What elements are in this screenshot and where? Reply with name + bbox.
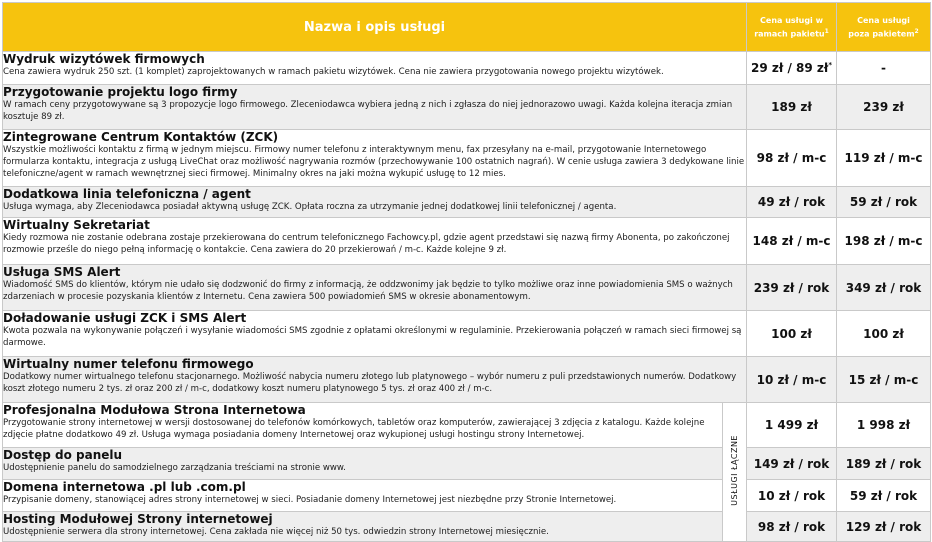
table-row [3,357,931,403]
price-in-package: 100 zł [747,311,837,357]
price-in-package: 10 zł / rok [747,480,837,512]
price-outside-package: 189 zł / rok [837,448,931,480]
table-row [3,218,931,265]
price-footnote-mark: * [828,61,833,69]
table-row [3,403,931,448]
service-description: Udostępnienie panelu do samodzielnego zarządzania treściami na stronie www. [3,463,346,473]
service-description: Wszystkie możliwości kontaktu z firmą w jednym miejscu. Firmowy numer telefonu z interaktywnym menu, fax przesyłany na e-mail, przygotowanie Internetowego formularza kontaktu, integracja z usługą LiveChat oraz możliwość nagrywania rozmów (przechowywanie 100 ostatnich nagrań). W cenie usługa zawiera 3 dedykowane linie telefoniczne/agent w ramach wewnętrznej sieci firmowej. Minimalny okres na jaki można wykupić usługę to 12 mies. [3,145,745,179]
price-in-package: 239 zł / rok [747,265,837,311]
price-outside-package: - [837,52,931,85]
service-name: Usługa SMS Alert [3,265,121,279]
service-cell [3,512,723,542]
price-value: 29 zł / 89 zł [750,61,829,75]
service-cell [3,187,747,218]
table-row [3,187,931,218]
service-name: Profesjonalna Modułowa Strona Internetowa [3,403,306,417]
table-row [3,85,931,130]
price-in-package [747,52,837,85]
header-price-in-footnote: 1 [824,27,829,35]
combined-services-label: USŁUGI ŁĄCZNE [730,434,739,506]
price-outside-package: 349 zł / rok [837,265,931,311]
service-description: Wiadomość SMS do klientów, którym nie udało się dodzwonić do firmy z informacją, że oddzwonimy jak będzie to tylko możliwe oraz inne powiadomienia SMS o ważnych zdarzeniach w procesie pozyskania klientów z Internetu. Cena zawiera 500 powiadomień SMS w okresie abonamentowym. [3,280,733,302]
service-cell [3,448,723,480]
combined-services-label-cell [723,403,747,542]
table-row [3,311,931,357]
header-price-in-package [747,3,837,52]
table-row [3,448,931,480]
service-name: Hosting Modułowej Strony internetowej [3,512,273,526]
service-description: Przypisanie domeny, stanowiącej adres strony internetowej w sieci. Posiadanie domeny Internetowej jest niezbędne przy Stronie Internetowej. [3,495,617,505]
header-price-outside-package [837,3,931,52]
table-row [3,512,931,542]
header-name: Nazwa i opis usługi [3,3,747,52]
table-row [3,480,931,512]
service-description: Kiedy rozmowa nie zostanie odebrana zostaje przekierowana do centrum telefonicznego Fachowcy.pl, gdzie agent przedstawi się nazwą firmy Abonenta, po zakończonej rozmowie prześle do niego pełną informację o kontakcie. Cena zawiera do 20 przekierowań / m-c. Każde kolejne 9 zł. [3,233,730,255]
price-outside-package: 59 zł / rok [837,187,931,218]
service-description: Cena zawiera wydruk 250 szt. (1 komplet) zaprojektowanych w ramach pakietu wizytówek. Cena nie zawiera przygotowania nowego projektu wizytówek. [3,67,664,77]
price-outside-package: 59 zł / rok [837,480,931,512]
service-name: Domena internetowa .pl lub .com.pl [3,480,246,494]
price-outside-package: 119 zł / m-c [837,130,931,187]
header-price-out-line1: Cena usługi [857,15,910,25]
price-outside-package: 129 zł / rok [837,512,931,542]
service-name: Przygotowanie projektu logo firmy [3,85,238,99]
service-cell [3,480,723,512]
table-row [3,265,931,311]
service-name: Zintegrowane Centrum Kontaktów (ZCK) [3,130,279,144]
header-price-out-footnote: 2 [914,27,919,35]
service-cell [3,85,747,130]
service-name: Wirtualny numer telefonu firmowego [3,357,254,371]
service-description: Dodatkowy numer wirtualnego telefonu stacjonarnego. Możliwość nabycia numeru złotego lub platynowego – wybór numeru z puli przedstawionych numerów. Dodatkowy koszt złotego numeru 2 tys. zł oraz 200 zł / m-c, dodatkowy koszt numeru platynowego 5 tys. zł oraz 400 zł / m-c. [3,372,737,394]
service-description: Kwota pozwala na wykonywanie połączeń i wysyłanie wiadomości SMS zgodnie z opłatami określonymi w regulaminie. Przekierowania połączeń w ramach sieci firmowej są darmowe. [3,326,742,348]
price-in-package: 98 zł / m-c [747,130,837,187]
price-outside-package: 15 zł / m-c [837,357,931,403]
service-name: Doładowanie usługi ZCK i SMS Alert [3,311,247,325]
service-description: Udostępnienie serwera dla strony internetowej. Cena zakłada nie więcej niż 50 tys. odwiedzin strony Internetowej miesięcznie. [3,527,549,537]
service-description: Przygotowanie strony internetowej w wersji dostosowanej do telefonów komórkowych, tabletów oraz komputerów, zawierającej 3 zdjęcia z katalogu. Każde kolejne zdjęcie płatne dodatkowo 49 zł. Usługa wymaga posiadania domeny Internetowej oraz wykupionej usługi hostingu strony Internetowej. [3,418,705,440]
service-cell [3,311,747,357]
service-name: Dodatkowa linia telefoniczna / agent [3,187,251,201]
service-cell [3,403,723,448]
service-name: Wirtualny Sekretariat [3,218,150,232]
service-cell [3,265,747,311]
header-price-out-line2: poza pakietem [848,29,915,39]
table-row [3,130,931,187]
price-outside-package: 198 zł / m-c [837,218,931,265]
price-in-package: 189 zł [747,85,837,130]
table-row [3,52,931,85]
service-description: Usługa wymaga, aby Zleceniodawca posiadał aktywną usługę ZCK. Opłata roczna za utrzymanie jednej dodatkowej linii telefonicznej / agenta. [3,202,617,212]
price-outside-package: 1 998 zł [837,403,931,448]
price-outside-package: 100 zł [837,311,931,357]
price-in-package: 149 zł / rok [747,448,837,480]
service-cell [3,52,747,85]
price-outside-package: 239 zł [837,85,931,130]
price-in-package: 10 zł / m-c [747,357,837,403]
table-header-row [3,3,931,52]
service-cell [3,357,747,403]
service-name: Wydruk wizytówek firmowych [3,52,205,66]
price-in-package: 1 499 zł [747,403,837,448]
header-price-in-line1: Cena usługi w [760,15,823,25]
service-cell [3,218,747,265]
price-in-package: 148 zł / m-c [747,218,837,265]
service-name: Dostęp do panelu [3,448,123,462]
header-price-in-line2: ramach pakietu [754,29,825,39]
price-in-package: 49 zł / rok [747,187,837,218]
pricing-table [2,2,931,542]
service-cell [3,130,747,187]
service-description: W ramach ceny przygotowywane są 3 propozycje logo firmowego. Zleceniodawca wybiera jedną z nich i zgłasza do niej jednorazowo uwagi. Każda kolejna iteracja zmian kosztuje 89 zł. [3,100,733,122]
price-in-package: 98 zł / rok [747,512,837,542]
